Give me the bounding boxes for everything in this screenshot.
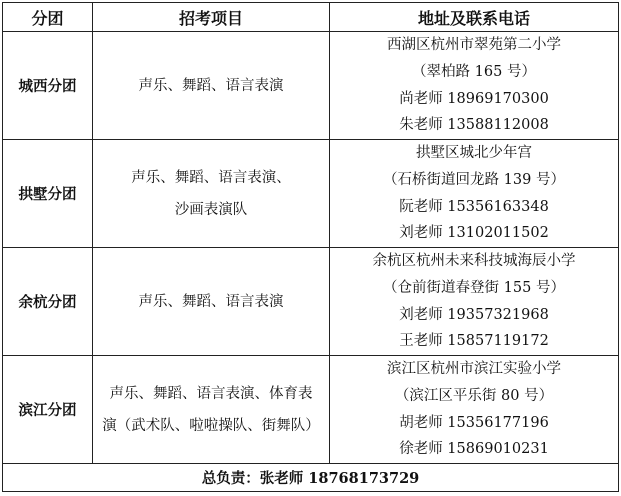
address-detail-line: （翠柏路 165 号）: [412, 63, 536, 80]
general-contact: 总负责：张老师 18768173729: [3, 464, 619, 492]
address-line: 余杭区杭州未来科技城海辰小学: [372, 253, 576, 269]
teacher-phone: 阮老师 15356163348: [399, 198, 549, 215]
program-line: 声乐、舞蹈、语言表演、: [131, 169, 291, 186]
contact-cell: [330, 140, 619, 248]
header-branch: 分团: [3, 3, 93, 32]
teacher-phone: 尚老师 18969170300: [399, 90, 549, 107]
contact-cell: [330, 32, 619, 140]
table-row: [3, 32, 619, 140]
contact-cell: [330, 248, 619, 356]
teacher-phone: 刘老师 13102011502: [399, 225, 549, 242]
header-contact: 地址及联系电话: [330, 3, 619, 32]
branch-name: 滨江分团: [3, 356, 93, 464]
header-programs: 招考项目: [93, 3, 330, 32]
teacher-phone: 朱老师 13588112008: [399, 117, 549, 134]
address-line: 滨江区杭州市滨江实验小学: [387, 361, 561, 377]
table-footer-row: [3, 464, 619, 492]
address-line: 西湖区杭州市翠苑第二小学: [387, 37, 561, 53]
program-line: 声乐、舞蹈、语言表演: [138, 77, 284, 94]
teacher-phone: 胡老师 15356177196: [399, 414, 549, 431]
recruitment-table-container: [2, 2, 619, 492]
table-row: [3, 140, 619, 248]
teacher-phone: 刘老师 19357321968: [399, 306, 549, 323]
branch-name: 城西分团: [3, 32, 93, 140]
address-line: 拱墅区城北少年宫: [416, 145, 532, 161]
teacher-phone: 王老师 15857119172: [399, 333, 549, 350]
recruitment-table: [2, 2, 619, 492]
program-cell: [93, 248, 330, 356]
program-cell: [93, 356, 330, 464]
table-row: [3, 356, 619, 464]
branch-name: 拱墅分团: [3, 140, 93, 248]
address-detail-line: （滨江区平乐街 80 号）: [394, 387, 554, 404]
table-header-row: [3, 3, 619, 32]
teacher-phone: 徐老师 15869010231: [399, 441, 549, 458]
contact-cell: [330, 356, 619, 464]
program-line: 沙画表演队: [174, 201, 248, 218]
program-line: 声乐、舞蹈、语言表演、体育表: [109, 385, 313, 402]
address-detail-line: （石桥街道回龙路 139 号）: [383, 171, 565, 188]
branch-name: 余杭分团: [3, 248, 93, 356]
program-line: 声乐、舞蹈、语言表演: [138, 293, 284, 310]
program-cell: [93, 32, 330, 140]
table-row: [3, 248, 619, 356]
address-detail-line: （仓前街道春登街 155 号）: [383, 279, 565, 296]
program-cell: [93, 140, 330, 248]
program-line: 演（武术队、啦啦操队、街舞队）: [102, 417, 320, 434]
